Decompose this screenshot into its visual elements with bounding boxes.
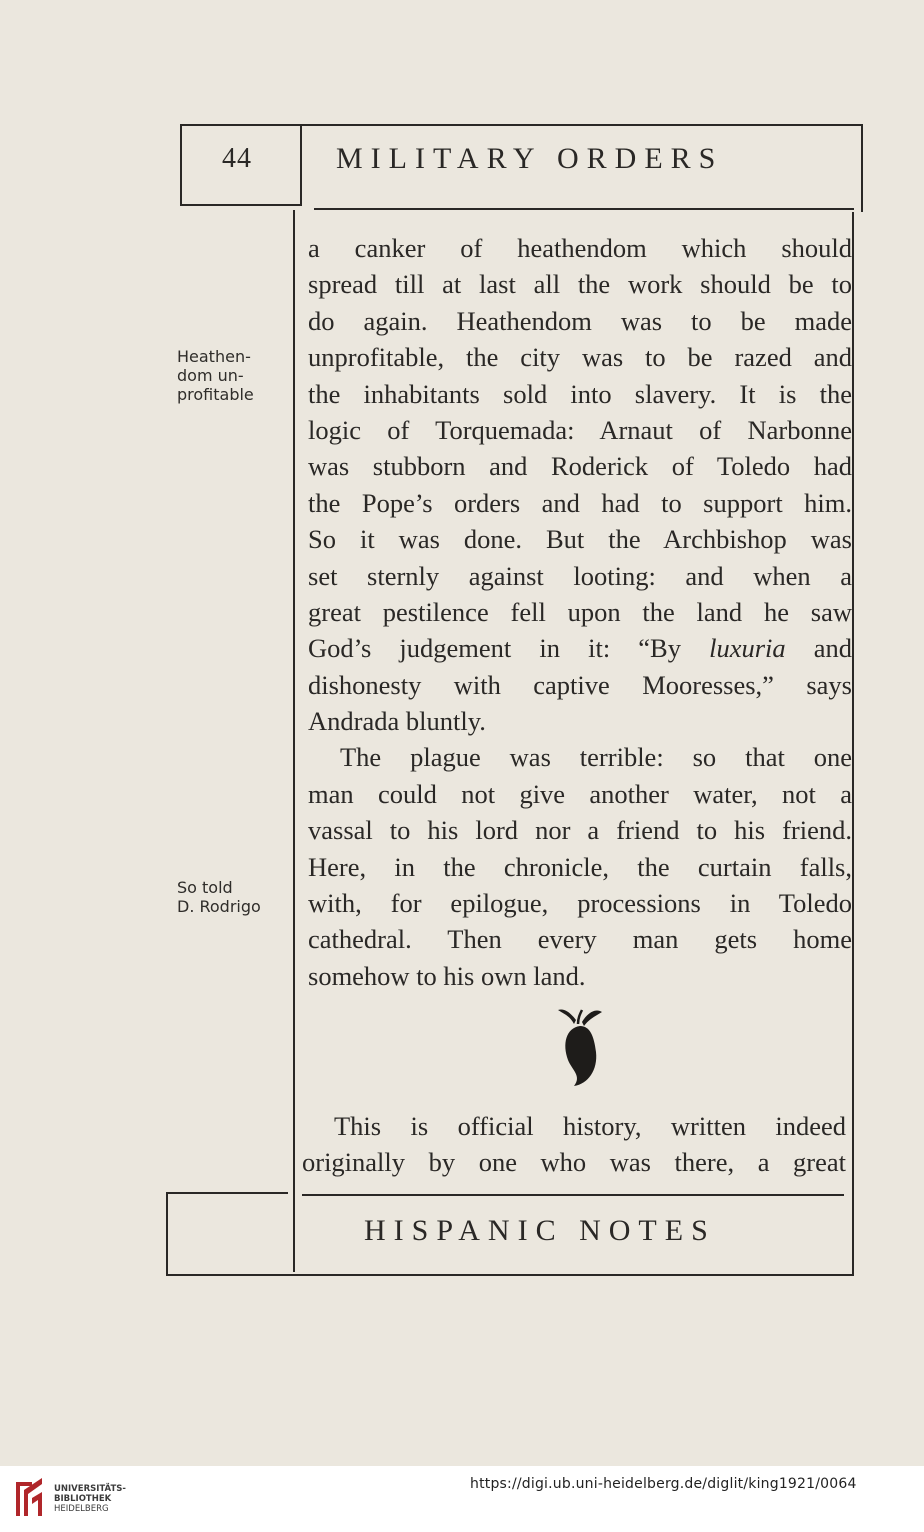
source-url[interactable]: https://digi.ub.uni-heidelberg.de/diglit/king1921/0064 — [470, 1476, 857, 1492]
body-text — [308, 230, 852, 994]
text-line: the inhabitants sold into slavery. It is the — [308, 378, 852, 409]
marginal-note-rodrigo — [177, 878, 261, 916]
text-line: man could not give another water, not a — [308, 778, 852, 809]
text-line: spread till at last all the work should be to — [308, 269, 852, 300]
frame-rule — [166, 1192, 288, 1194]
page-number: 44 — [222, 143, 252, 174]
text-line: Andrada bluntly. — [308, 706, 486, 737]
frame-rule — [293, 210, 295, 1272]
body-text-continued — [302, 1108, 846, 1181]
text-run: and — [785, 633, 853, 664]
text-line: So it was done. But the Archbishop was — [308, 524, 852, 555]
library-name — [54, 1484, 126, 1514]
marginal-note-line: profitable — [177, 385, 254, 404]
italic-word: luxuria — [709, 633, 786, 664]
text-line: with, for epilogue, processions in Toledo — [308, 888, 852, 919]
text-line: logic of Torquemada: Arnaut of Narbonne — [308, 414, 852, 445]
marginal-note-line: So told — [177, 878, 233, 897]
frame-rule — [302, 1194, 844, 1196]
marginal-note-line: Heathen- — [177, 347, 251, 366]
text-line — [308, 630, 852, 666]
text-line: set sternly against looting: and when a — [308, 560, 852, 591]
library-name-line: UNIVERSITÄTS- — [54, 1484, 126, 1494]
marginal-note-heathendom — [177, 347, 254, 404]
text-line: dishonesty with captive Mooresses,” says — [308, 669, 852, 700]
frame-rule — [861, 124, 863, 212]
text-line: great pestilence fell upon the land he saw — [308, 596, 852, 627]
pepper-fleuron-icon — [552, 1004, 608, 1090]
text-line: do again. Heathendom was to be made — [308, 305, 852, 336]
text-line: Here, in the chronicle, the curtain falls, — [308, 851, 852, 882]
frame-rule — [180, 124, 182, 206]
marginal-note-line: dom un- — [177, 366, 244, 385]
text-line: The plague was terrible: so that one — [340, 742, 852, 773]
text-line: unprofitable, the city was to be razed and — [308, 342, 852, 373]
frame-rule — [314, 208, 854, 210]
frame-rule — [180, 124, 863, 126]
frame-rule — [166, 1192, 168, 1276]
text-line: the Pope’s orders and had to support him. — [308, 487, 852, 518]
frame-rule — [166, 1274, 854, 1276]
marginal-note-line: D. Rodrigo — [177, 897, 261, 916]
library-name-line: HEIDELBERG — [54, 1504, 109, 1514]
frame-rule — [300, 124, 302, 206]
text-line: cathedral. Then every man gets home — [308, 924, 852, 955]
frame-rule — [182, 204, 300, 206]
text-line: vassal to his lord nor a friend to his friend. — [308, 815, 852, 846]
text-line: This is official history, written indeed — [334, 1111, 846, 1141]
text-line: somehow to his own land. — [308, 960, 586, 991]
frame-rule — [852, 212, 854, 1276]
text-line: originally by one who was there, a great — [302, 1147, 846, 1178]
running-foot: HISPANIC NOTES — [364, 1214, 716, 1247]
running-title: MILITARY ORDERS — [336, 142, 724, 175]
text-line: a canker of heathendom which should — [308, 233, 852, 263]
library-name-line: BIBLIOTHEK — [54, 1494, 112, 1504]
library-logo-icon — [12, 1476, 46, 1518]
text-line: was stubborn and Roderick of Toledo had — [308, 451, 852, 482]
text-run: God’s judgement in it: “By — [308, 633, 710, 664]
